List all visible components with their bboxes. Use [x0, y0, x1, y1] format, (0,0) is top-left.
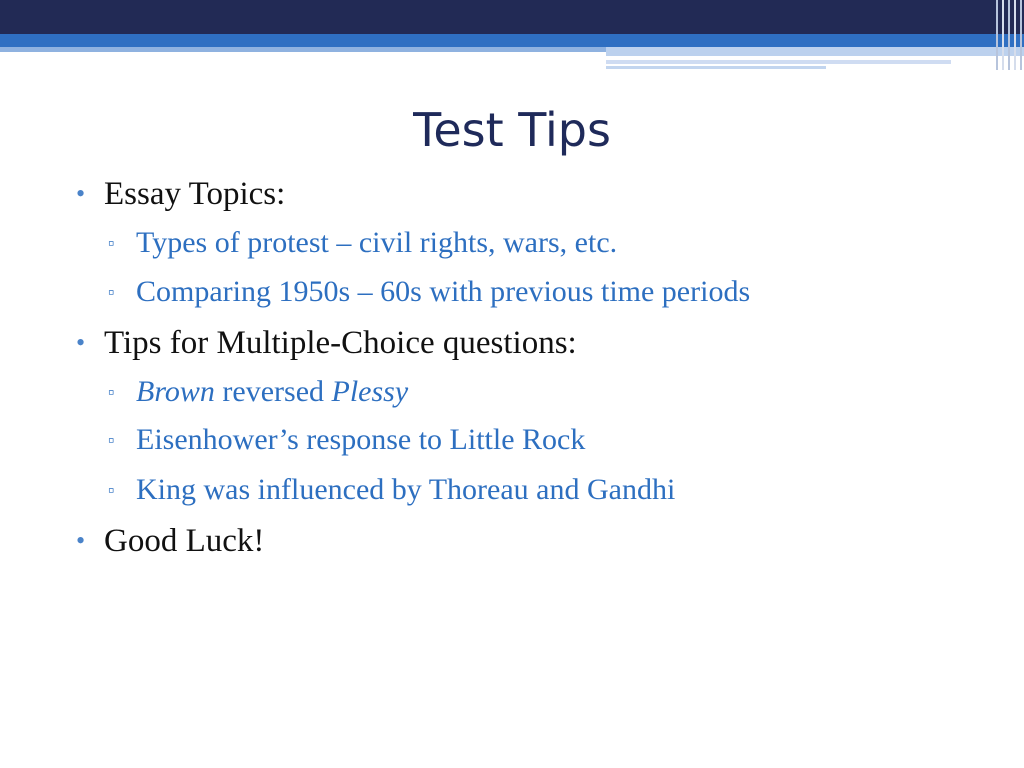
bullet-dot: •	[76, 179, 86, 208]
sub-bullet-brown-plessy	[136, 372, 408, 412]
case-name-brown: Brown	[136, 375, 215, 408]
sub-bullet-comparing: Comparing 1950s – 60s with previous time periods	[136, 275, 751, 308]
bullet-dot: •	[76, 526, 86, 555]
sub-bullet-king: King was influenced by Thoreau and Gandhi	[136, 473, 676, 506]
sub-bullet-eisenhower: Eisenhower’s response to Little Rock	[136, 423, 586, 456]
sub-bullet-types-of-protest: Types of protest – civil rights, wars, etc.	[136, 226, 618, 259]
sub-bullet-marker: ▫	[108, 282, 115, 302]
case-name-plessy: Plessy	[331, 375, 409, 408]
slide-title: Test Tips	[413, 103, 611, 157]
bullet-dot: •	[76, 328, 86, 357]
sub-bullet-marker: ▫	[108, 480, 115, 500]
sub-bullet-mid-text: reversed	[214, 375, 332, 408]
sub-bullet-marker: ▫	[108, 382, 115, 402]
sub-bullet-marker: ▫	[108, 430, 115, 450]
sub-bullet-marker: ▫	[108, 233, 115, 253]
bullet-multiple-choice: Tips for Multiple-Choice questions:	[104, 325, 577, 361]
bullet-good-luck: Good Luck!	[104, 523, 265, 559]
bullet-essay-topics: Essay Topics:	[104, 176, 286, 212]
